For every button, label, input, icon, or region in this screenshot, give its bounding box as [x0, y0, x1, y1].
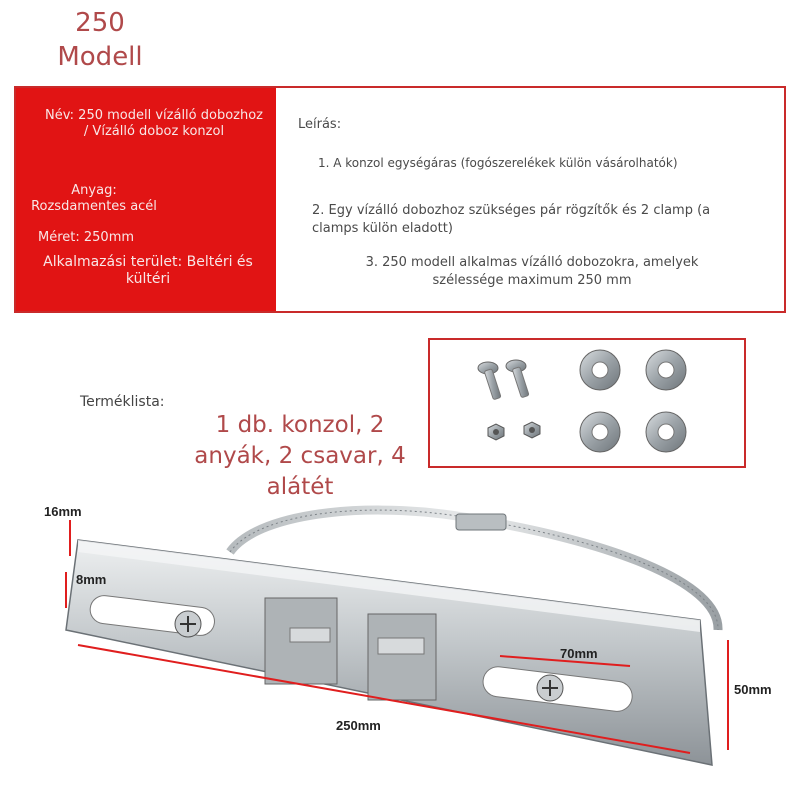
spec-name: Név: 250 modell vízálló dobozhoz / Vízálló doboz konzol: [44, 108, 264, 139]
dimension-16mm: 16mm: [44, 504, 82, 519]
washer-4: [646, 412, 686, 452]
bolt-1: [478, 362, 501, 400]
description-item-2: 2. Egy vízálló dobozhoz szükséges pár rögzítők és 2 clamp (a clamps külön eladott): [312, 203, 711, 236]
clamp-screw-housing: [456, 514, 506, 530]
hardware-photo-frame: [428, 338, 746, 468]
spec-application: Alkalmazási terület: Beltéri és kültéri: [43, 254, 253, 287]
description-panel: [276, 88, 784, 311]
product-list-label: Terméklista:: [80, 394, 165, 410]
screw-left: [175, 611, 201, 637]
dimension-8mm: 8mm: [76, 572, 107, 587]
description-label: Leírás:: [298, 117, 342, 132]
washer-2: [646, 350, 686, 390]
description-item-3: 3. 250 modell alkalmas vízálló dobozokra, amelyek szélessége maximum 250 mm: [365, 255, 699, 288]
washer-3: [580, 412, 620, 452]
model-title: [40, 6, 160, 74]
spec-panel: [16, 88, 276, 311]
center-cutout-right: [368, 614, 436, 700]
screw-right: [537, 675, 563, 701]
description-item-1: 1. A konzol egységáras (fogószerelékek külön vásárolhatók): [318, 156, 678, 170]
dimension-50mm: 50mm: [734, 682, 772, 697]
spec-size: Méret: 250mm: [38, 230, 135, 245]
model-number: 250: [75, 8, 125, 38]
bolt-2: [506, 360, 529, 398]
kit-contents: 1 db. konzol, 2 anyák, 2 csavar, 4 alátét: [194, 412, 406, 500]
washer-1: [580, 350, 620, 390]
hardware-photo: [430, 340, 744, 466]
model-word: Modell: [57, 42, 143, 72]
spec-material: Anyag: Rozsdamentes acél: [31, 183, 157, 214]
dimension-70mm: 70mm: [560, 646, 598, 661]
dimension-250mm: 250mm: [336, 718, 381, 733]
bracket-photo: [0, 490, 800, 800]
